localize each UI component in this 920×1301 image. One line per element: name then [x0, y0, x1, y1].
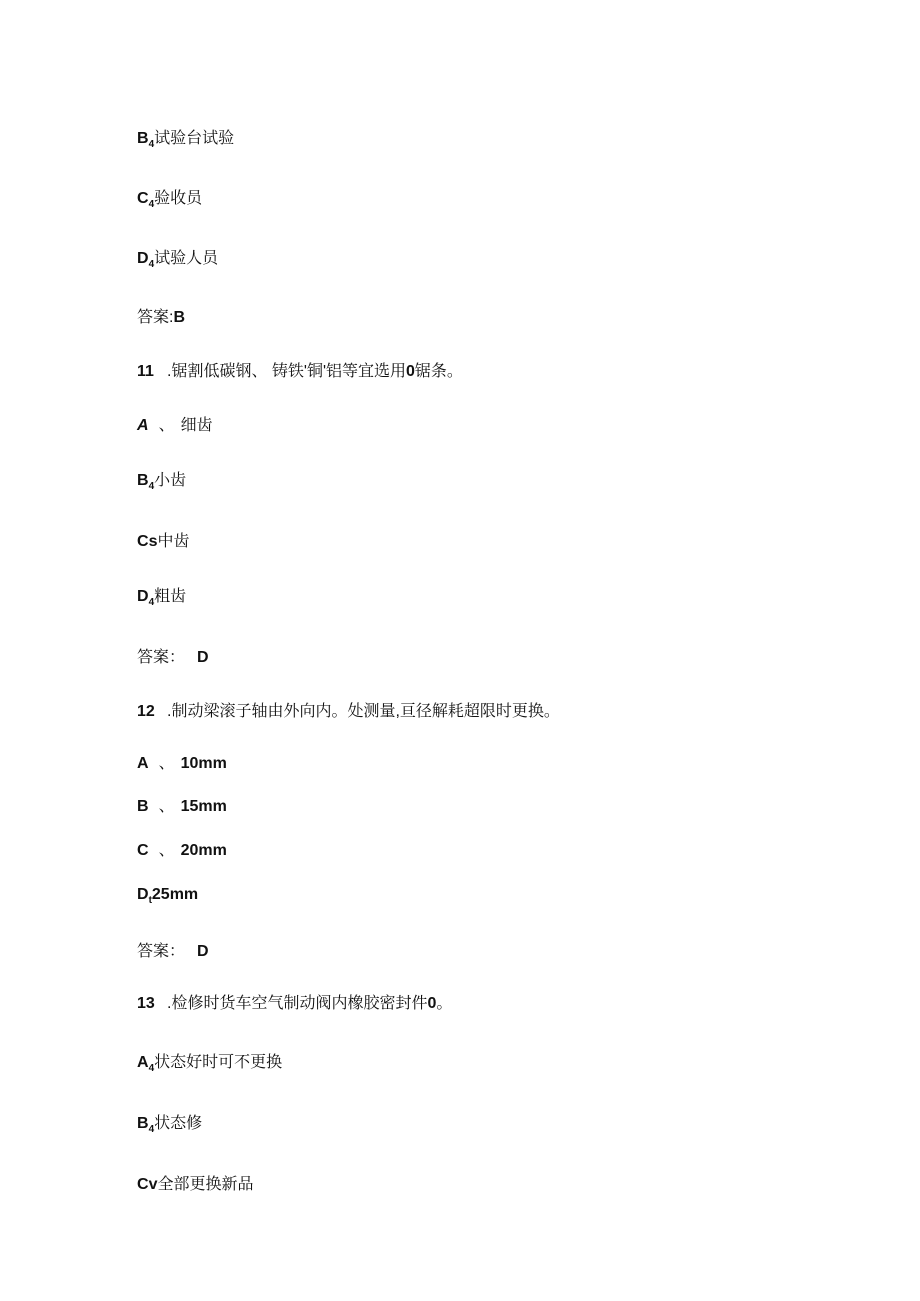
- option-text-segment: 试验人员: [154, 250, 219, 267]
- answer-line: [137, 940, 860, 964]
- option-text-segment: 粗齿: [154, 588, 187, 605]
- option-text-segment: D: [137, 588, 149, 605]
- question-text-segment: .锯割低碳钢、 铸铁'铜'铝等宜选用: [167, 363, 407, 380]
- question-line: [137, 360, 860, 384]
- option-text-segment: B: [137, 1115, 149, 1132]
- question-text-segment: 。: [436, 995, 453, 1012]
- option-text-segment: 小齿: [154, 472, 187, 489]
- option-line: [137, 795, 860, 819]
- option-line: [137, 752, 860, 776]
- option-text-segment: 4: [148, 1124, 155, 1135]
- answer-line: [137, 646, 860, 670]
- option-text-segment: 4: [148, 481, 155, 492]
- option-line: [137, 187, 860, 217]
- option-text-segment: C: [137, 842, 149, 859]
- answer-text-segment: 答案：: [137, 943, 186, 960]
- option-text-segment: 、: [158, 755, 175, 772]
- question-text-segment: .制动梁滚子轴由外向内。处测量,亘径解耗超限时更换。: [167, 703, 560, 720]
- option-text-segment: 15mm: [180, 798, 227, 815]
- option-text-segment: A: [137, 1054, 149, 1071]
- option-text-segment: 4: [148, 139, 155, 150]
- option-text-segment: A: [137, 417, 149, 434]
- option-text-segment: 试验台试验: [154, 130, 235, 147]
- option-text-segment: 10mm: [180, 755, 227, 772]
- answer-text-segment: 答案:: [137, 309, 174, 326]
- option-text-segment: C: [137, 533, 149, 550]
- question-text-segment: .检修时货车空气制动阀内橡胶密封件: [167, 995, 428, 1012]
- option-text-segment: 、: [158, 417, 175, 434]
- option-text-segment: B: [137, 798, 149, 815]
- option-text-segment: 全部更换新品: [157, 1176, 254, 1193]
- answer-line: [137, 306, 860, 330]
- option-text-segment: 20mm: [180, 842, 227, 859]
- option-text-segment: B: [137, 472, 149, 489]
- answer-text-segment: D: [197, 943, 209, 960]
- option-line: [137, 414, 860, 438]
- answer-text-segment: D: [197, 649, 209, 666]
- question-text-segment: 12: [137, 703, 155, 720]
- answer-text-segment: 答案：: [137, 649, 186, 666]
- question-line: [137, 700, 860, 724]
- option-line: [137, 247, 860, 277]
- option-text-segment: 验收员: [154, 190, 203, 207]
- question-line: [137, 992, 860, 1016]
- option-line: [137, 585, 860, 615]
- question-text-segment: 锯条。: [414, 363, 463, 380]
- option-line: [137, 839, 860, 863]
- option-text-segment: 、: [158, 798, 175, 815]
- option-text-segment: t: [148, 895, 152, 906]
- option-line: [137, 469, 860, 499]
- option-line: [137, 1112, 860, 1142]
- option-text-segment: C: [137, 190, 149, 207]
- option-text-segment: s: [148, 533, 158, 550]
- option-line: [137, 883, 860, 913]
- option-text-segment: 4: [148, 1063, 155, 1074]
- option-text-segment: 细齿: [180, 417, 213, 434]
- option-text-segment: 状态好时可不更换: [154, 1054, 283, 1071]
- option-text-segment: 中齿: [157, 533, 190, 550]
- option-line: [137, 530, 860, 554]
- option-text-segment: 25mm: [151, 886, 199, 903]
- question-text-segment: 11: [137, 363, 154, 380]
- option-line: [137, 1173, 860, 1197]
- option-text-segment: D: [137, 250, 149, 267]
- option-text-segment: 4: [148, 259, 155, 270]
- option-text-segment: 4: [148, 597, 155, 608]
- answer-text-segment: B: [173, 309, 186, 326]
- question-text-segment: 0: [427, 995, 437, 1012]
- option-line: [137, 1051, 860, 1081]
- option-text-segment: v: [148, 1176, 158, 1193]
- option-line: [137, 127, 860, 157]
- option-text-segment: 状态修: [154, 1115, 203, 1132]
- option-text-segment: C: [137, 1176, 149, 1193]
- option-text-segment: B: [137, 130, 149, 147]
- question-text-segment: 0: [406, 363, 415, 380]
- option-text-segment: 4: [148, 199, 155, 210]
- question-text-segment: 13: [137, 995, 155, 1012]
- option-text-segment: D: [137, 886, 149, 903]
- option-text-segment: 、: [158, 842, 175, 859]
- option-text-segment: A: [137, 755, 149, 772]
